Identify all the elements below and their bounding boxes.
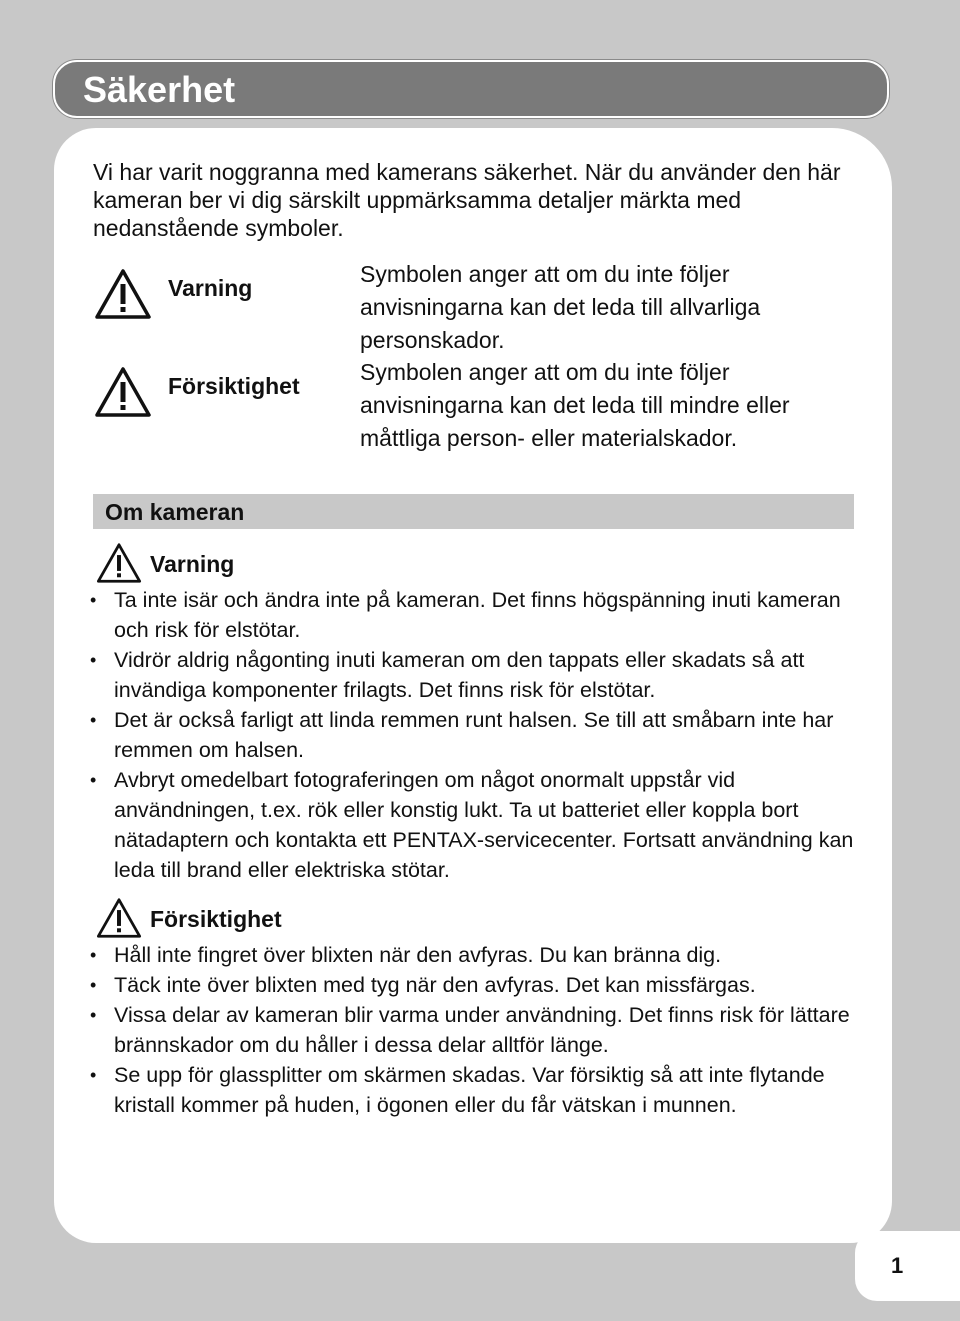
symbol-desc-warning: Symbolen anger att om du inte följer anvisningarna kan det leda till allvarliga personskador. (360, 261, 761, 353)
symbol-label-warning: Varning (168, 275, 253, 301)
list-item: • Håll inte fingret över blixten när den avfyras. Du kan bränna dig. (88, 940, 858, 970)
list-item: • Se upp för glassplitter om skärmen skadas. Var försiktig så att inte flytande kristall kommer på huden, i ögonen eller du får vätskan i munnen. (88, 1060, 858, 1120)
list-item: • Vissa delar av kameran blir varma under användning. Det finns risk för lättare brännskador om du håller i dessa delar alltför länge. (88, 1000, 858, 1060)
list-item: • Avbryt omedelbart fotograferingen om något onormalt uppstår vid användningen, t.ex. rök eller konstig lukt. Ta ut batteriet eller koppla bort nätadaptern och kontakta ett PENTAX-servicecenter. Fortsatt användning kan leda till brand eller elektriska stötar. (88, 765, 858, 885)
intro-text: Vi har varit noggranna med kamerans säkerhet. När du använder den här kameran ber vi dig särskilt uppmärksamma detaljer märkta med nedanstående symboler. (93, 159, 841, 241)
page-title: Säkerhet (83, 69, 236, 110)
caution-label: Försiktighet (150, 906, 282, 932)
caution-icon (96, 897, 142, 939)
caution-triangle-icon (94, 366, 152, 418)
section-title: Om kameran (105, 499, 245, 525)
list-item: • Vidrör aldrig någonting inuti kameran om den tappats eller skadats så att invändiga komponenter frilagts. Det finns risk för elstötar. (88, 645, 858, 705)
symbol-desc-caution: Symbolen anger att om du inte följer anvisningarna kan det leda till mindre eller måttliga person- eller materialskador. (360, 359, 790, 451)
warning-label: Varning (150, 551, 235, 577)
warning-list (88, 585, 858, 885)
page-number: 1 (891, 1253, 904, 1278)
title-bar (53, 60, 889, 118)
section-header (93, 494, 854, 529)
list-item: • Ta inte isär och ändra inte på kameran. Det finns högspänning inuti kameran och risk för elstötar. (88, 585, 858, 645)
caution-list (88, 940, 858, 1120)
warning-triangle-icon (94, 268, 152, 320)
warning-icon (96, 542, 142, 584)
page-number-tab (855, 1231, 960, 1301)
list-item: • Det är också farligt att linda remmen runt halsen. Se till att småbarn inte har remmen om halsen. (88, 705, 858, 765)
symbol-label-caution: Försiktighet (168, 373, 300, 399)
list-item: • Täck inte över blixten med tyg när den avfyras. Det kan missfärgas. (88, 970, 858, 1000)
